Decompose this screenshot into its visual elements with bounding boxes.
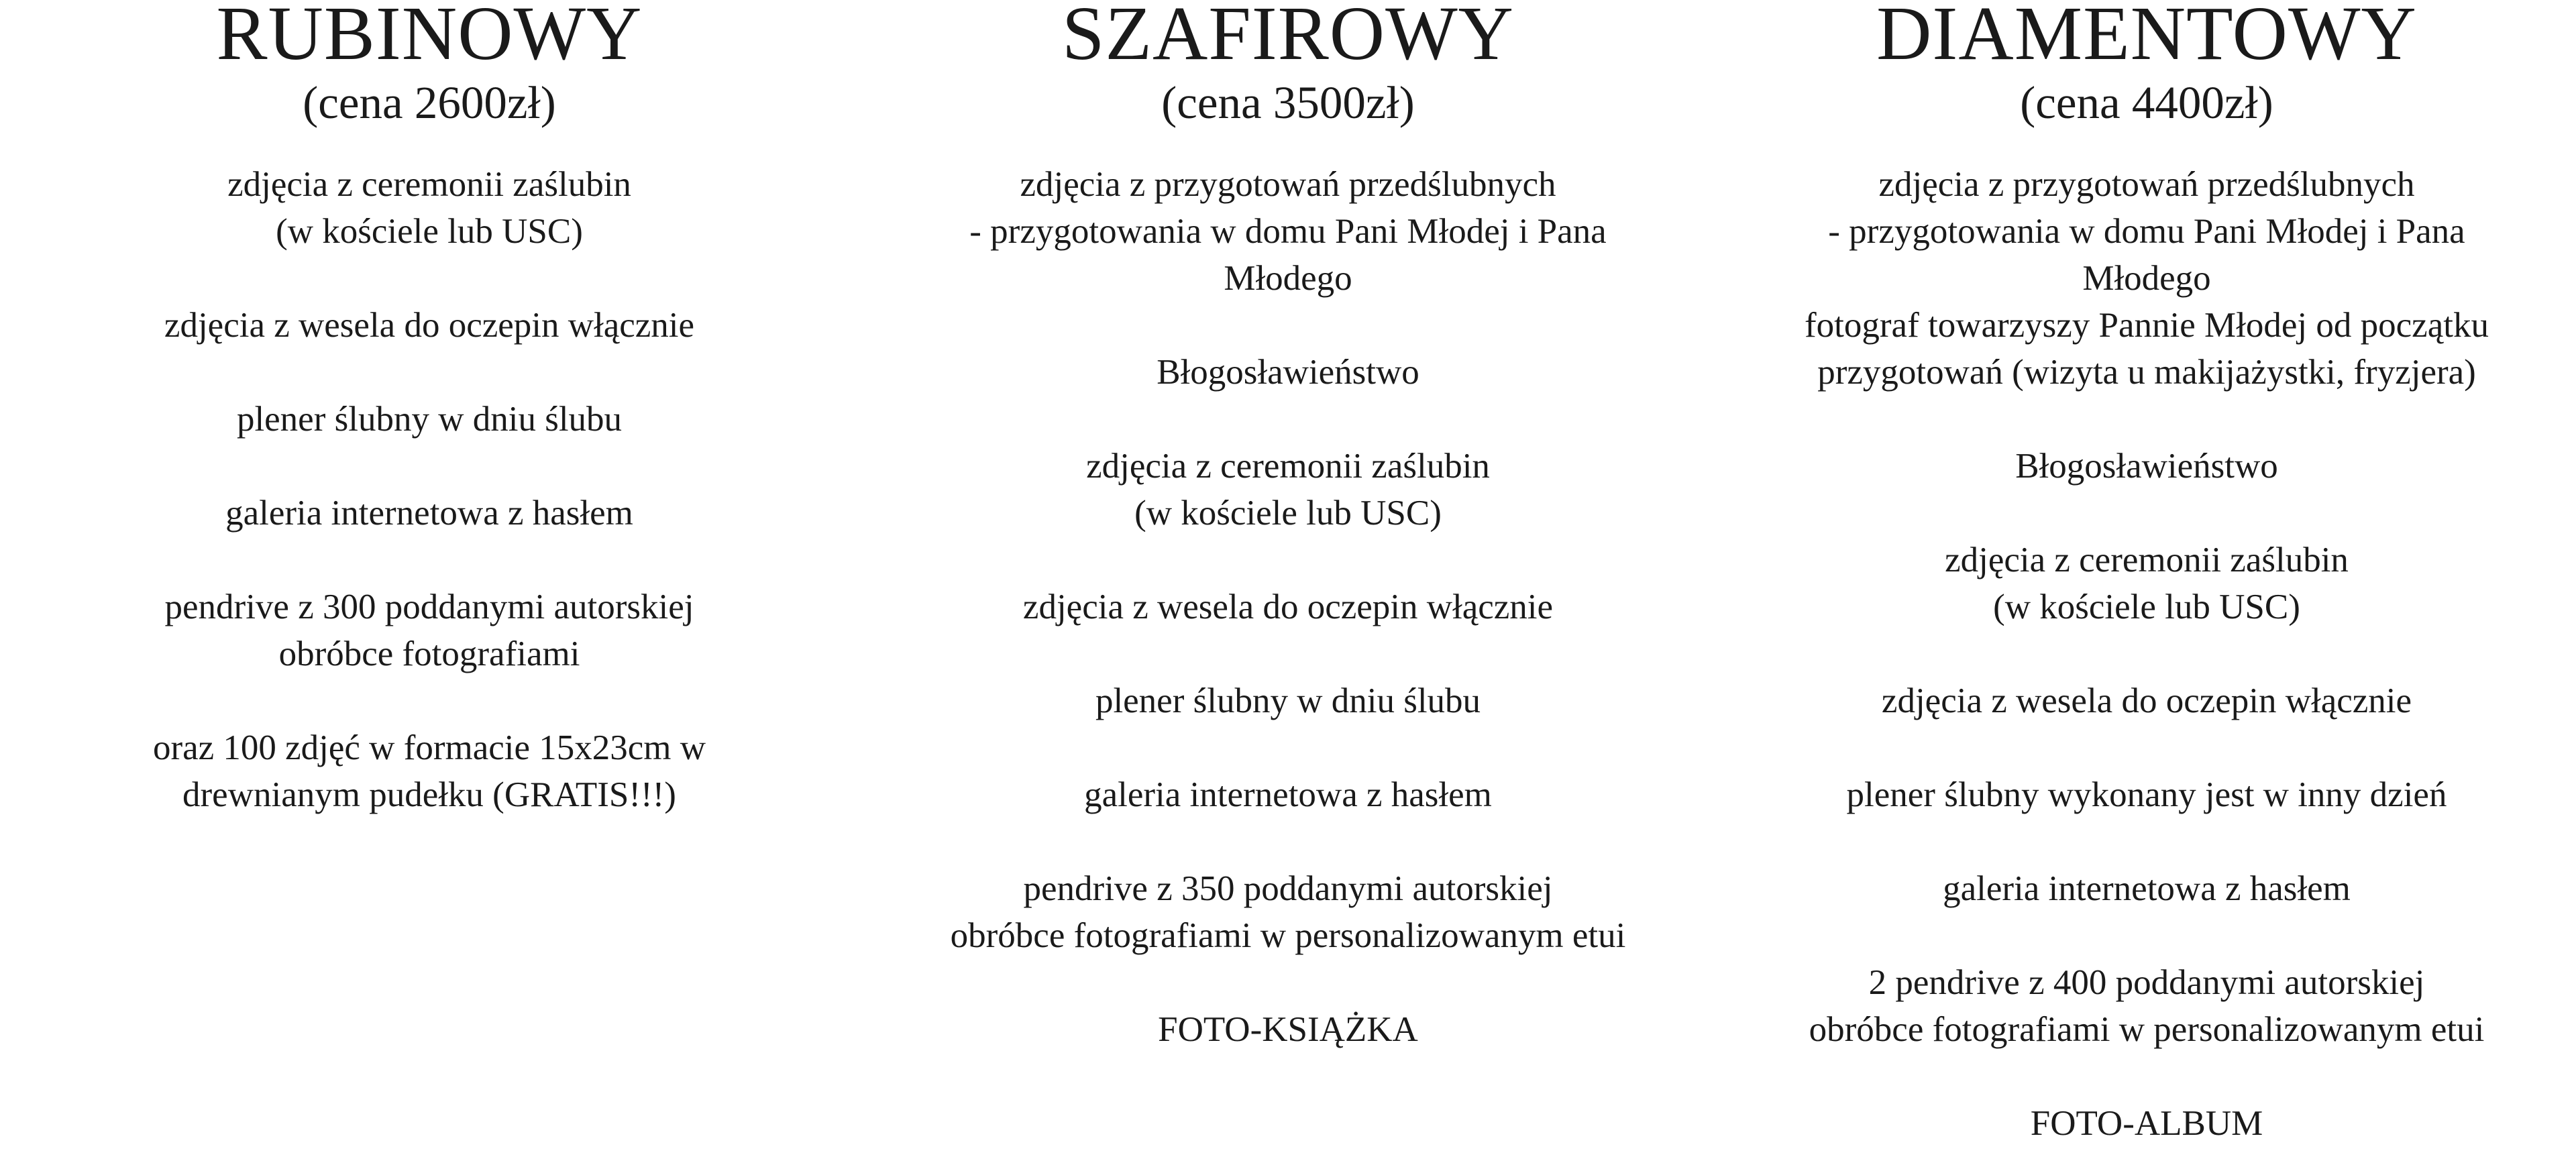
package-szafirowy: [859, 0, 1717, 1053]
feature-line: zdjęcia z wesela do oczepin włącznie: [1022, 588, 1554, 626]
feature-line: FOTO-KSIĄŻKA: [1158, 1010, 1418, 1049]
feature-line: Błogosławieństwo: [2015, 447, 2278, 486]
feature-item: [1717, 302, 2576, 396]
feature-line: pendrive z 350 poddanymi autorskiej: [1023, 869, 1553, 908]
feature-line: plener ślubny w dniu ślubu: [236, 400, 623, 439]
feature-item: [0, 724, 859, 818]
feature-list: [859, 161, 1717, 1053]
feature-line: zdjęcia z ceremonii zaślubin: [1086, 447, 1490, 486]
feature-line: galeria internetowa z hasłem: [225, 494, 633, 533]
feature-list: [0, 161, 859, 818]
feature-item: [859, 349, 1717, 396]
feature-line: zdjęcia z przygotowań przedślubnych: [1020, 165, 1556, 204]
feature-line: Młodego: [2082, 259, 2211, 298]
feature-item: [1717, 771, 2576, 818]
feature-item: [0, 490, 859, 537]
feature-line: galeria internetowa z hasłem: [1943, 869, 2351, 908]
feature-item: [1717, 1100, 2576, 1147]
feature-line: (w kościele lub USC): [1993, 588, 2300, 626]
feature-line: galeria internetowa z hasłem: [1084, 775, 1492, 814]
feature-line: plener ślubny wykonany jest w inny dzień: [1846, 775, 2447, 814]
feature-line: plener ślubny w dniu ślubu: [1095, 681, 1481, 720]
feature-item: [0, 302, 859, 349]
feature-item: [859, 771, 1717, 818]
feature-line: zdjęcia z wesela do oczepin włącznie: [1881, 681, 2412, 720]
feature-item: [1717, 677, 2576, 724]
package-name: DIAMENTOWY: [1876, 0, 2417, 76]
feature-line: pendrive z 300 poddanymi autorskiej: [164, 588, 694, 626]
feature-item: [1717, 865, 2576, 912]
feature-line: zdjęcia z ceremonii zaślubin: [1945, 541, 2349, 579]
feature-item: [859, 865, 1717, 959]
feature-line: FOTO-ALBUM: [2030, 1104, 2263, 1143]
package-name: SZAFIROWY: [1061, 0, 1515, 76]
feature-line: - przygotowania w domu Pani Młodej i Pana: [1828, 212, 2465, 251]
feature-line: - przygotowania w domu Pani Młodej i Pana: [969, 212, 1607, 251]
feature-line: (w kościele lub USC): [1134, 494, 1442, 533]
feature-line: 2 pendrive z 400 poddanymi autorskiej: [1868, 963, 2425, 1002]
package-price: (cena 3500zł): [1161, 77, 1415, 128]
package-diamentowy: [1717, 0, 2576, 1147]
feature-line: fotograf towarzyszy Pannie Młodej od początku: [1805, 306, 2489, 345]
feature-item: [859, 584, 1717, 630]
package-name: RUBINOWY: [216, 0, 643, 76]
package-rubinowy: [0, 0, 859, 818]
feature-line: (w kościele lub USC): [276, 212, 583, 251]
feature-line: obróbce fotografiami w personalizowanym etui: [950, 916, 1626, 955]
feature-item: [0, 396, 859, 443]
feature-line: zdjęcia z wesela do oczepin włącznie: [164, 306, 695, 345]
package-price: (cena 2600zł): [303, 77, 556, 128]
feature-line: przygotowań (wizyta u makijażystki, fryzjera): [1817, 353, 2476, 392]
feature-item: [1717, 959, 2576, 1053]
feature-line: obróbce fotografiami: [278, 634, 580, 673]
feature-item: [1717, 443, 2576, 490]
feature-line: Błogosławieństwo: [1157, 353, 1419, 392]
package-price: (cena 4400zł): [2020, 77, 2273, 128]
feature-item: [859, 677, 1717, 724]
feature-item: [859, 161, 1717, 302]
feature-line: zdjęcia z ceremonii zaślubin: [227, 165, 631, 204]
feature-line: drewnianym pudełku (GRATIS!!!): [182, 775, 676, 814]
feature-list: [1717, 161, 2576, 1147]
feature-item: [1717, 161, 2576, 302]
feature-line: obróbce fotografiami w personalizowanym etui: [1809, 1010, 2485, 1049]
feature-item: [859, 1006, 1717, 1053]
feature-line: oraz 100 zdjęć w formacie 15x23cm w: [152, 728, 706, 767]
feature-item: [0, 161, 859, 255]
feature-item: [1717, 537, 2576, 630]
feature-line: Młodego: [1224, 259, 1352, 298]
feature-item: [859, 443, 1717, 537]
feature-item: [0, 584, 859, 677]
feature-line: zdjęcia z przygotowań przedślubnych: [1878, 165, 2415, 204]
